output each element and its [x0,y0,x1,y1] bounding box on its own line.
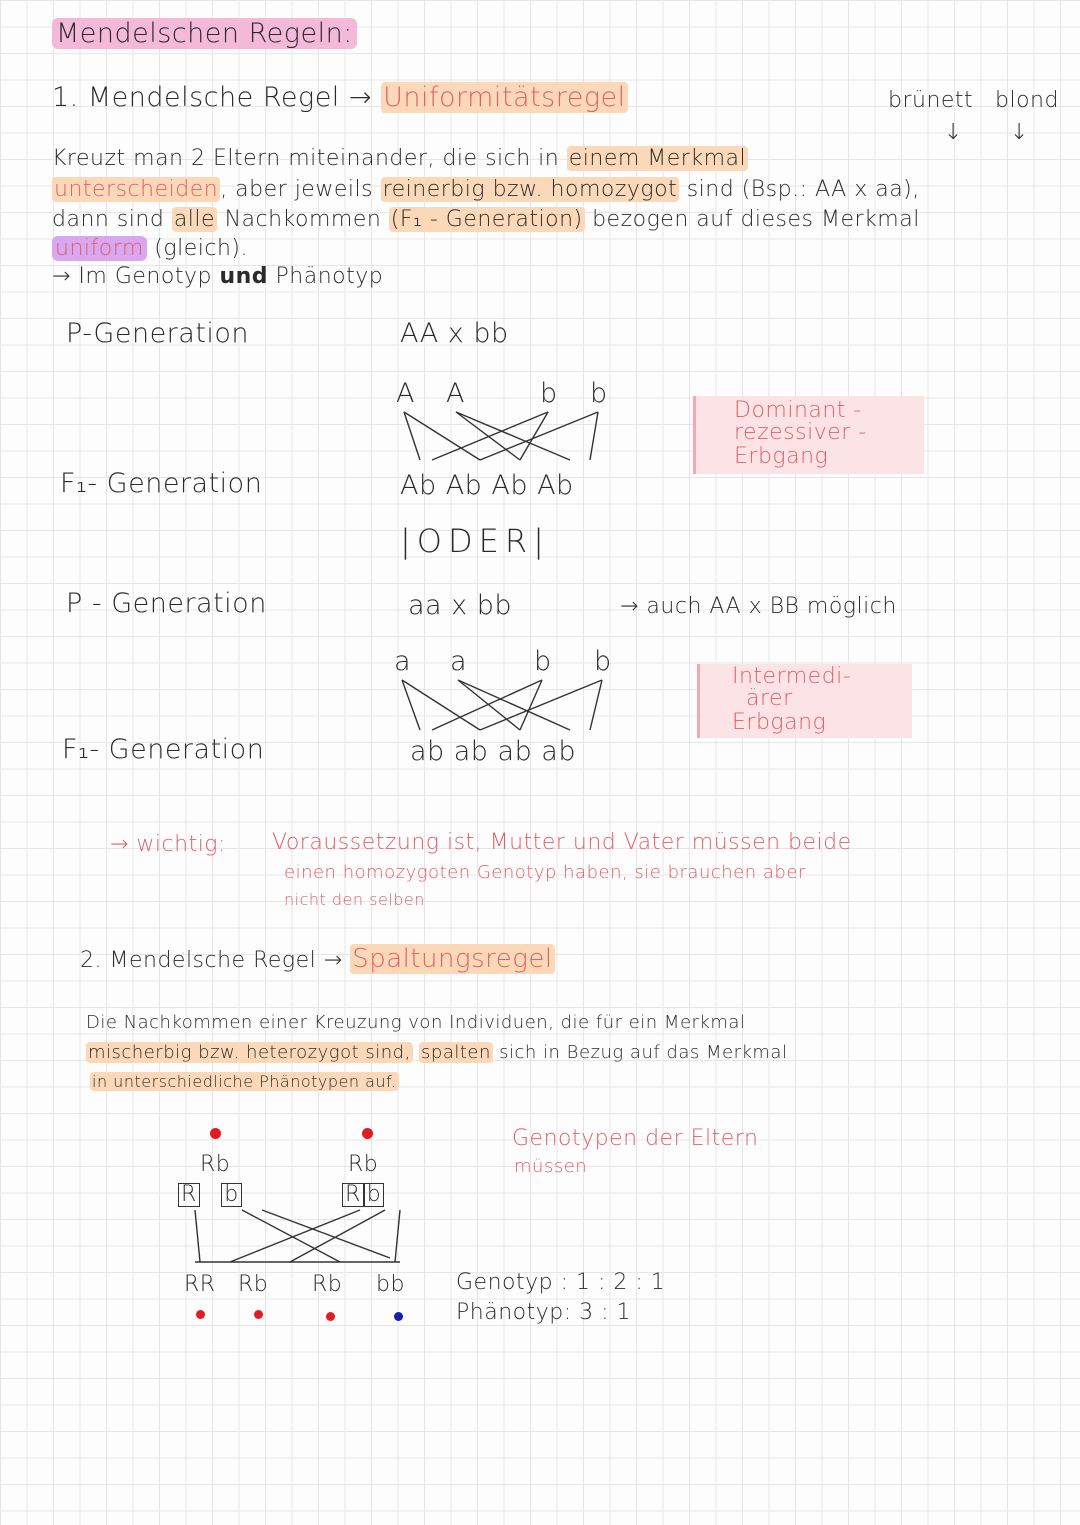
cross2-f1-result: ab ab ab ab [410,736,576,767]
oder-separator: |ODER| [400,522,550,560]
box-line: Dominant - [734,398,862,423]
parents-note-line1: Genotypen der Eltern [512,1126,759,1151]
text-span: in unterschiedliche Phänotypen auf. [92,1072,397,1091]
text-span: (gleich). [154,236,248,261]
text-span: reinerbig bzw. homozygot [382,177,678,202]
cross1-f1-label: F₁- Generation [60,468,263,499]
parent2-dot [362,1128,373,1139]
offspring-genotype: Rb [312,1272,343,1297]
rule2-heading-text: 2. Mendelsche Regel → [80,948,343,973]
genotype-ratio: Genotyp : 1 : 2 : 1 [456,1270,666,1295]
phenotype-ratio: Phänotyp: 3 : 1 [456,1300,632,1325]
allele-R: R [342,1183,364,1207]
offspring-genotype: RR [184,1272,216,1297]
text-span: spalten [421,1042,491,1063]
box-line: Erbgang [734,444,829,469]
arrow-down-icon: ↓ [1010,120,1029,145]
cross2-allele: b [594,646,612,677]
cross2-allele: b [534,646,552,677]
cross1-allele: b [590,378,608,409]
text-span: → Im Genotyp [52,264,212,289]
box-line: ärer [746,686,793,711]
text-span: bezogen auf dieses Merkmal [592,207,920,232]
text-span: alle [173,207,216,232]
rule2-text-line1: Die Nachkommen einer Kreuzung von Individuen, die für ein Merkmal [86,1012,746,1033]
allele-b: b [364,1183,384,1207]
title-text: Mendelschen Regeln: [52,18,357,49]
box-line: rezessiver - [734,420,867,445]
cross1-p-label: P-Generation [66,318,250,349]
arrow-down-icon: ↓ [944,120,963,145]
hair-brunette-label: brünett [888,88,974,113]
cross1-p-cross: AA x bb [400,318,509,349]
parent2-alleles [342,1182,384,1207]
allele-b: b [221,1183,241,1207]
text-span: , aber jeweils [220,177,374,202]
cross2-also-note: → auch AA x BB möglich [620,594,897,619]
offspring-dot-red [326,1312,335,1321]
text-span: dann sind [52,207,165,232]
parents-note-line2: müssen [514,1156,588,1177]
parent1-genotype: Rb [200,1152,231,1177]
important-line1: Voraussetzung ist, Mutter und Vater müssen beide [272,830,852,855]
cross1-allele: A [396,378,415,409]
rule1-name: Uniformitätsregel [383,82,626,113]
offspring-dot-blue [394,1312,403,1321]
cross1-allele: A [446,378,465,409]
box-line: Intermedi- [732,664,852,689]
rule2-text-line2 [86,1042,787,1063]
text-span: mischerbig bzw. heterozygot sind, [88,1042,411,1063]
important-prefix: → wichtig: [110,832,226,857]
cross1-allele: b [540,378,558,409]
text-span: Phänotyp [275,264,384,289]
cross2-p-label: P - Generation [66,588,267,619]
intermediate-box [697,664,912,738]
offspring-dot-red [196,1310,205,1319]
offspring-genotype: bb [376,1272,405,1297]
text-span: (F₁ - Generation) [390,207,583,232]
hair-blond-label: blond [995,88,1059,113]
rule2-name: Spaltungsregel [352,944,553,974]
cross2-allele: a [450,646,468,677]
cross2-p-cross: aa x bb [408,590,513,621]
cross2-allele: a [394,646,412,677]
parent2-genotype: Rb [348,1152,379,1177]
important-line2: einen homozygoten Genotyp haben, sie brauchen aber [284,862,806,883]
text-span: einem Merkmal [568,146,747,171]
important-line3: nicht den selben [284,890,425,909]
text-span: sich in Bezug auf das Merkmal [499,1042,788,1063]
cross2-f1-label: F₁- Generation [62,734,265,765]
offspring-genotype: Rb [238,1272,269,1297]
text-span: Nachkommen [224,207,382,232]
rule2-text-line3 [90,1072,399,1091]
allele-R: R [178,1183,200,1207]
offspring-dot-red [254,1310,263,1319]
text-span: Kreuzt man 2 Eltern miteinander, die sich in [52,146,560,171]
dominant-recessive-box [693,396,924,474]
text-span: und [219,264,269,289]
rule2-heading [80,944,555,974]
parent1-dot [210,1128,221,1139]
rule1-heading-text: 1. Mendelsche Regel → [52,82,373,113]
cross1-f1-result: Ab Ab Ab Ab [400,470,574,501]
box-line: Erbgang [732,710,827,735]
text-span: unterscheiden [54,177,219,202]
text-span: uniform [52,236,147,261]
text-span: sind (Bsp.: AA x aa), [686,177,920,202]
parent1-alleles [178,1182,242,1207]
